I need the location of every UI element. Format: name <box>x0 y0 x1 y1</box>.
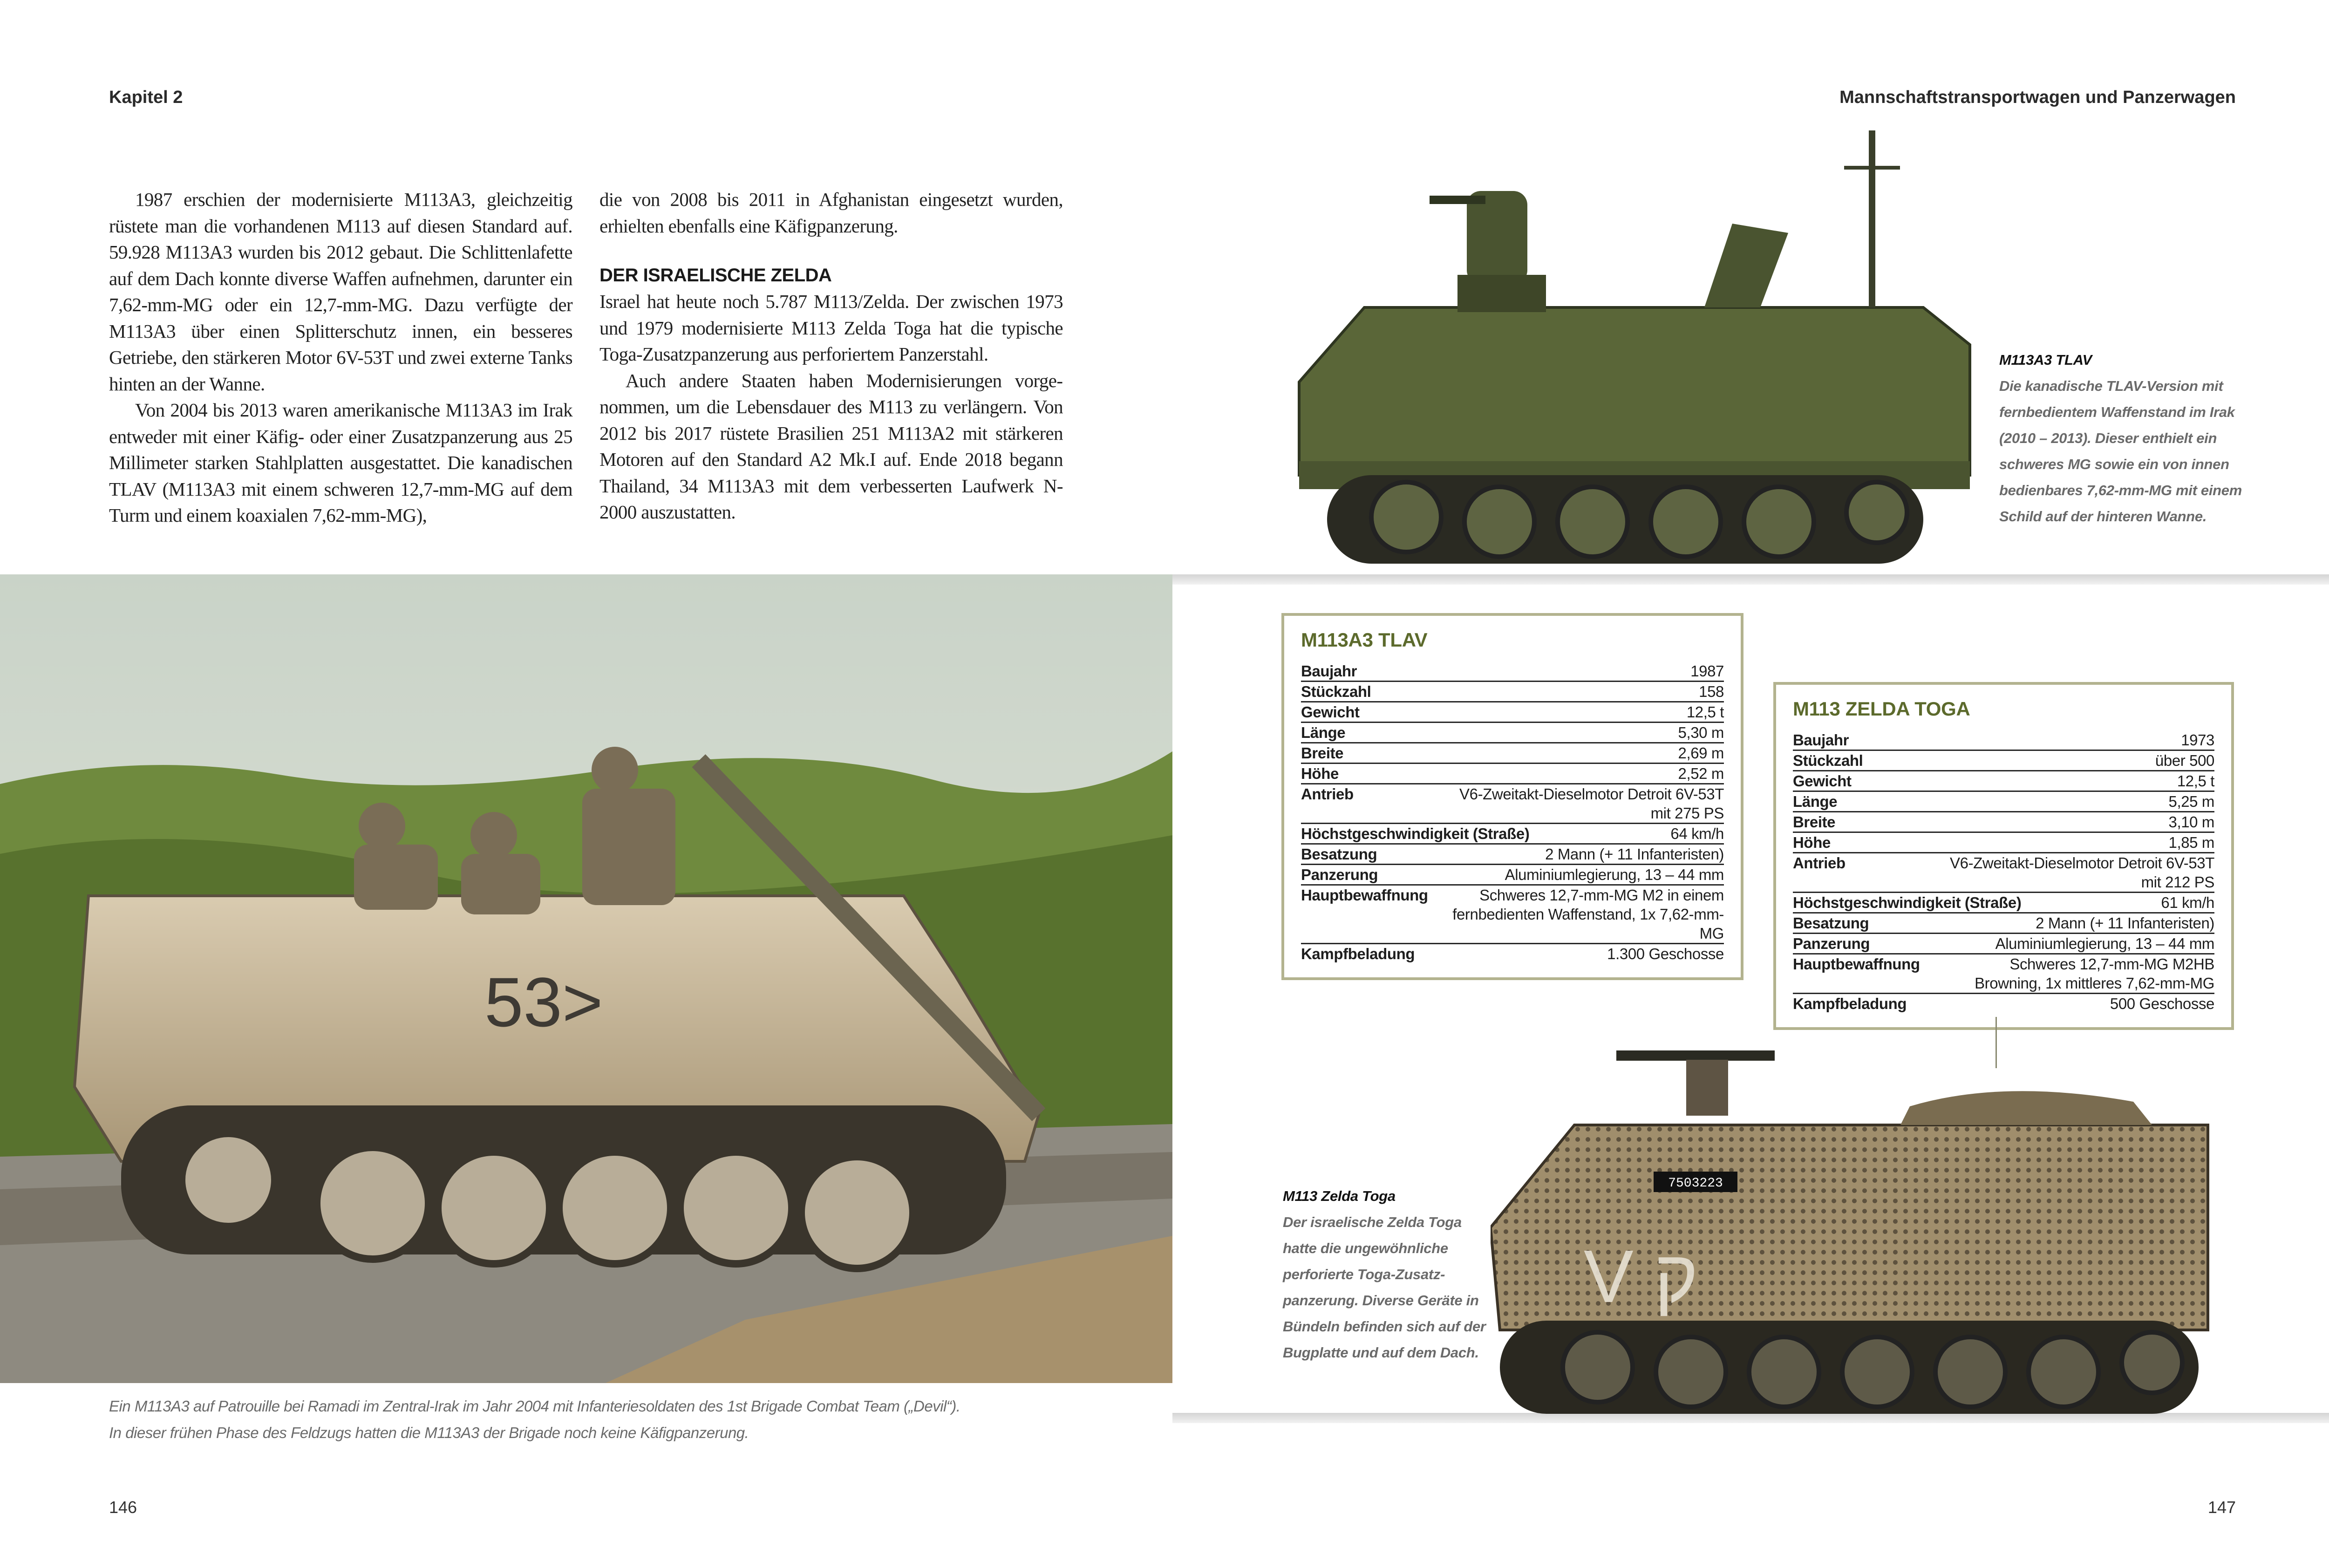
spec-label: Hauptbewaffnung <box>1301 886 1428 904</box>
spec-row <box>1793 934 2214 954</box>
spec-value: 1973 <box>2181 731 2214 749</box>
spec-value: Schweres 12,7-mm-MG M2 in einem fernbedienten Waffenstand, 1x 7,62-mm-MG <box>1452 886 1724 942</box>
spec-label: Gewicht <box>1793 772 1852 790</box>
spec-label: Baujahr <box>1793 731 1849 749</box>
spec-value: 2 Mann (+ 11 Infanteristen) <box>2036 914 2214 932</box>
spec-label: Kampfbeladung <box>1793 995 1907 1012</box>
spec-value: V6-Zweitakt-Dieselmotor Detroit 6V-53T mit 275 PS <box>1459 785 1724 822</box>
spec-label: Stückzahl <box>1301 683 1371 700</box>
spec-row <box>1301 702 1724 723</box>
spec-label: Gewicht <box>1301 703 1360 721</box>
spec-value: V6-Zweitakt-Dieselmotor Detroit 6V-53T mit 212 PS <box>1950 854 2214 891</box>
spec-label: Höhe <box>1793 834 1831 851</box>
spec-box-m113-zelda-toga <box>1773 682 2234 1030</box>
chapter-label: Kapitel 2 <box>109 88 183 107</box>
spec-title: M113 ZELDA TOGA <box>1793 698 1970 720</box>
spec-row <box>1793 812 2214 833</box>
spec-label: Breite <box>1793 813 1836 831</box>
spec-box-m113a3-tlav <box>1281 613 1743 980</box>
spec-value: 1,85 m <box>2168 834 2214 851</box>
spec-row <box>1301 865 1724 886</box>
spec-value: 158 <box>1699 683 1724 700</box>
spec-value: 2,52 m <box>1678 765 1724 782</box>
spec-row <box>1793 893 2214 914</box>
spec-row <box>1793 994 2214 1013</box>
spec-label: Panzerung <box>1301 866 1378 883</box>
spec-label: Höhe <box>1301 765 1339 782</box>
spec-row <box>1301 944 1724 963</box>
photo-caption <box>109 1393 1134 1446</box>
spec-value: Schweres 12,7-mm-MG M2HB Browning, 1x mittleres 7,62-mm-MG <box>1975 955 2214 992</box>
page-number-left: 146 <box>109 1498 137 1517</box>
spec-label: Höchstgeschwindigkeit (Straße) <box>1301 825 1530 842</box>
spec-value: 1987 <box>1690 662 1724 680</box>
hull-number: 53> <box>484 963 603 1041</box>
spec-row <box>1301 682 1724 702</box>
spec-value: 5,25 m <box>2168 793 2214 810</box>
svg-text:V ק: V ק <box>1584 1234 1698 1318</box>
text-column-2 <box>599 186 1063 525</box>
caption-text: Der israelische Zelda Toga hatte die ungewöhnliche perforierte Toga-Zusatzpanzerung. Diverse Geräte in Bündeln befinden sich auf der Bugplatte und auf dem Dach. <box>1283 1214 1486 1361</box>
spec-row <box>1301 845 1724 865</box>
spec-value: 2,69 m <box>1678 744 1724 762</box>
paragraph: Israel hat heute noch 5.787 M113/Zelda. Der zwischen 1973 und 1979 modernisierte M113 Zelda Toga hat die typische Toga-Zusatzpanzerung aus perforiertem Panzerstahl. <box>599 291 1063 365</box>
spec-label: Panzerung <box>1793 935 1870 952</box>
paragraph: Von 2004 bis 2013 waren amerikanische M113A3 im Irak entweder mit einer Käfig- oder einer Zusatzpanzerung aus 25 Millimeter starken Stahlplatten ausgestattet. Die kanadischen TLAV (M113A3 mit einem schweren 12,7-mm-MG auf dem Turm und einem koaxialen 7,62-mm-MG), <box>109 399 572 526</box>
spec-label: Hauptbewaffnung <box>1793 955 1920 973</box>
illustration-m113-zelda-toga <box>1491 1032 2245 1418</box>
photo-m113a3-patrol <box>0 574 1172 1383</box>
spec-value: 1.300 Geschosse <box>1607 945 1724 962</box>
spec-label: Länge <box>1301 724 1346 741</box>
spec-row <box>1793 833 2214 853</box>
spec-row <box>1793 771 2214 792</box>
caption-title: M113A3 TLAV <box>1999 352 2092 368</box>
spec-label: Länge <box>1793 793 1838 810</box>
spec-row <box>1793 730 2214 751</box>
paragraph: Auch andere Staaten haben Modernisierungen vorgenommen, um die Lebensdauer des M113 zu verlängern. Von 2012 bis 2017 rüstete Brasilien 251 M113A2 mit stärkeren Motoren auf den Standard A2 Mk.I auf. Ende 2018 begann Thailand, 34 M113A3 mit dem verbesserten Laufwerk N-2000 auszustatten. <box>599 369 1063 523</box>
spec-row <box>1301 661 1724 682</box>
tlav-illustration-caption <box>1999 347 2260 530</box>
spec-value: 2 Mann (+ 11 Infanteristen) <box>1545 845 1724 863</box>
text-column-1 <box>109 186 572 529</box>
spec-value: 12,5 t <box>1686 703 1724 721</box>
spec-row <box>1301 743 1724 764</box>
spec-label: Baujahr <box>1301 662 1357 680</box>
spec-value: 12,5 t <box>2177 772 2214 790</box>
spec-label: Kampfbeladung <box>1301 945 1415 962</box>
spec-row <box>1301 723 1724 743</box>
zelda-illustration-caption <box>1283 1183 1488 1366</box>
spec-value: Aluminiumlegierung, 13 – 44 mm <box>1505 866 1724 883</box>
spec-label: Besatzung <box>1301 845 1377 863</box>
spec-label: Breite <box>1301 744 1344 762</box>
spec-value: über 500 <box>2155 752 2214 769</box>
spec-value: 61 km/h <box>2161 894 2214 911</box>
spec-row <box>1793 751 2214 771</box>
spec-row <box>1301 784 1724 824</box>
spec-label: Besatzung <box>1793 914 1869 932</box>
spec-label: Stückzahl <box>1793 752 1863 769</box>
spec-value: 64 km/h <box>1670 825 1724 842</box>
spec-label: Antrieb <box>1301 785 1354 803</box>
caption-title: M113 Zelda Toga <box>1283 1188 1396 1204</box>
spec-value: 5,30 m <box>1678 724 1724 741</box>
running-title: Mannschaftstransportwagen und Panzerwagen <box>1839 88 2236 107</box>
illustration-m113a3-tlav <box>1271 121 1979 578</box>
spec-value: Aluminiumlegierung, 13 – 44 mm <box>1995 935 2214 952</box>
spec-title: M113A3 TLAV <box>1301 629 1428 651</box>
spec-row <box>1793 792 2214 812</box>
spec-row <box>1301 886 1724 944</box>
spec-label: Höchstgeschwindigkeit (Straße) <box>1793 894 2022 911</box>
spec-row <box>1793 853 2214 893</box>
vehicle-plate: 7503223 <box>1668 1176 1723 1191</box>
spec-row <box>1301 764 1724 784</box>
spec-label: Antrieb <box>1793 854 1845 872</box>
paragraph: die von 2008 bis 2011 in Afghanistan eingesetzt wurden, erhielten ebenfalls eine Käfigpanzerung. <box>599 189 1063 237</box>
spec-row <box>1793 954 2214 994</box>
caption-text: Die kanadische TLAV-Version mit fernbedientem Waffenstand im Irak (2010 – 2013). Dieser enthielt ein schweres MG sowie ein von innen bedienbares 7,62-mm-MG mit einem Schild auf der hinteren Wanne. <box>1999 378 2242 525</box>
paragraph: 1987 erschien der modernisierte M113A3, gleichzeitig rüstete man die vorhandenen M113 auf diesen Standard auf. 59.928 M113A3 wurden bis 2012 gebaut. Die Schlittenlafette auf dem Dach konnte diverse Waffen aufnehmen, darunter ein 7,62-mm-MG oder ein 12,7-mm-MG. Dazu verfügte der M113A3 über einen Splitterschutz innen, ein besseres Getriebe, den stärkeren Motor 6V-53T und zwei externe Tanks hinten an der Wanne. <box>109 189 572 395</box>
caption-line: In dieser frühen Phase des Feldzugs hatten die M113A3 der Brigade noch keine Käfigpanzerung. <box>109 1424 749 1441</box>
spec-row <box>1793 914 2214 934</box>
spec-row <box>1301 824 1724 845</box>
caption-line: Ein M113A3 auf Patrouille bei Ramadi im Zentral-Irak im Jahr 2004 mit Infanteriesoldaten des 1st Brigade Combat Team („Devil“). <box>109 1398 960 1415</box>
spec-value: 500 Geschosse <box>2110 995 2214 1012</box>
page-number-right: 147 <box>2207 1498 2236 1517</box>
section-heading: DER ISRAELISCHE ZELDA <box>599 265 832 286</box>
spec-value: 3,10 m <box>2168 813 2214 831</box>
